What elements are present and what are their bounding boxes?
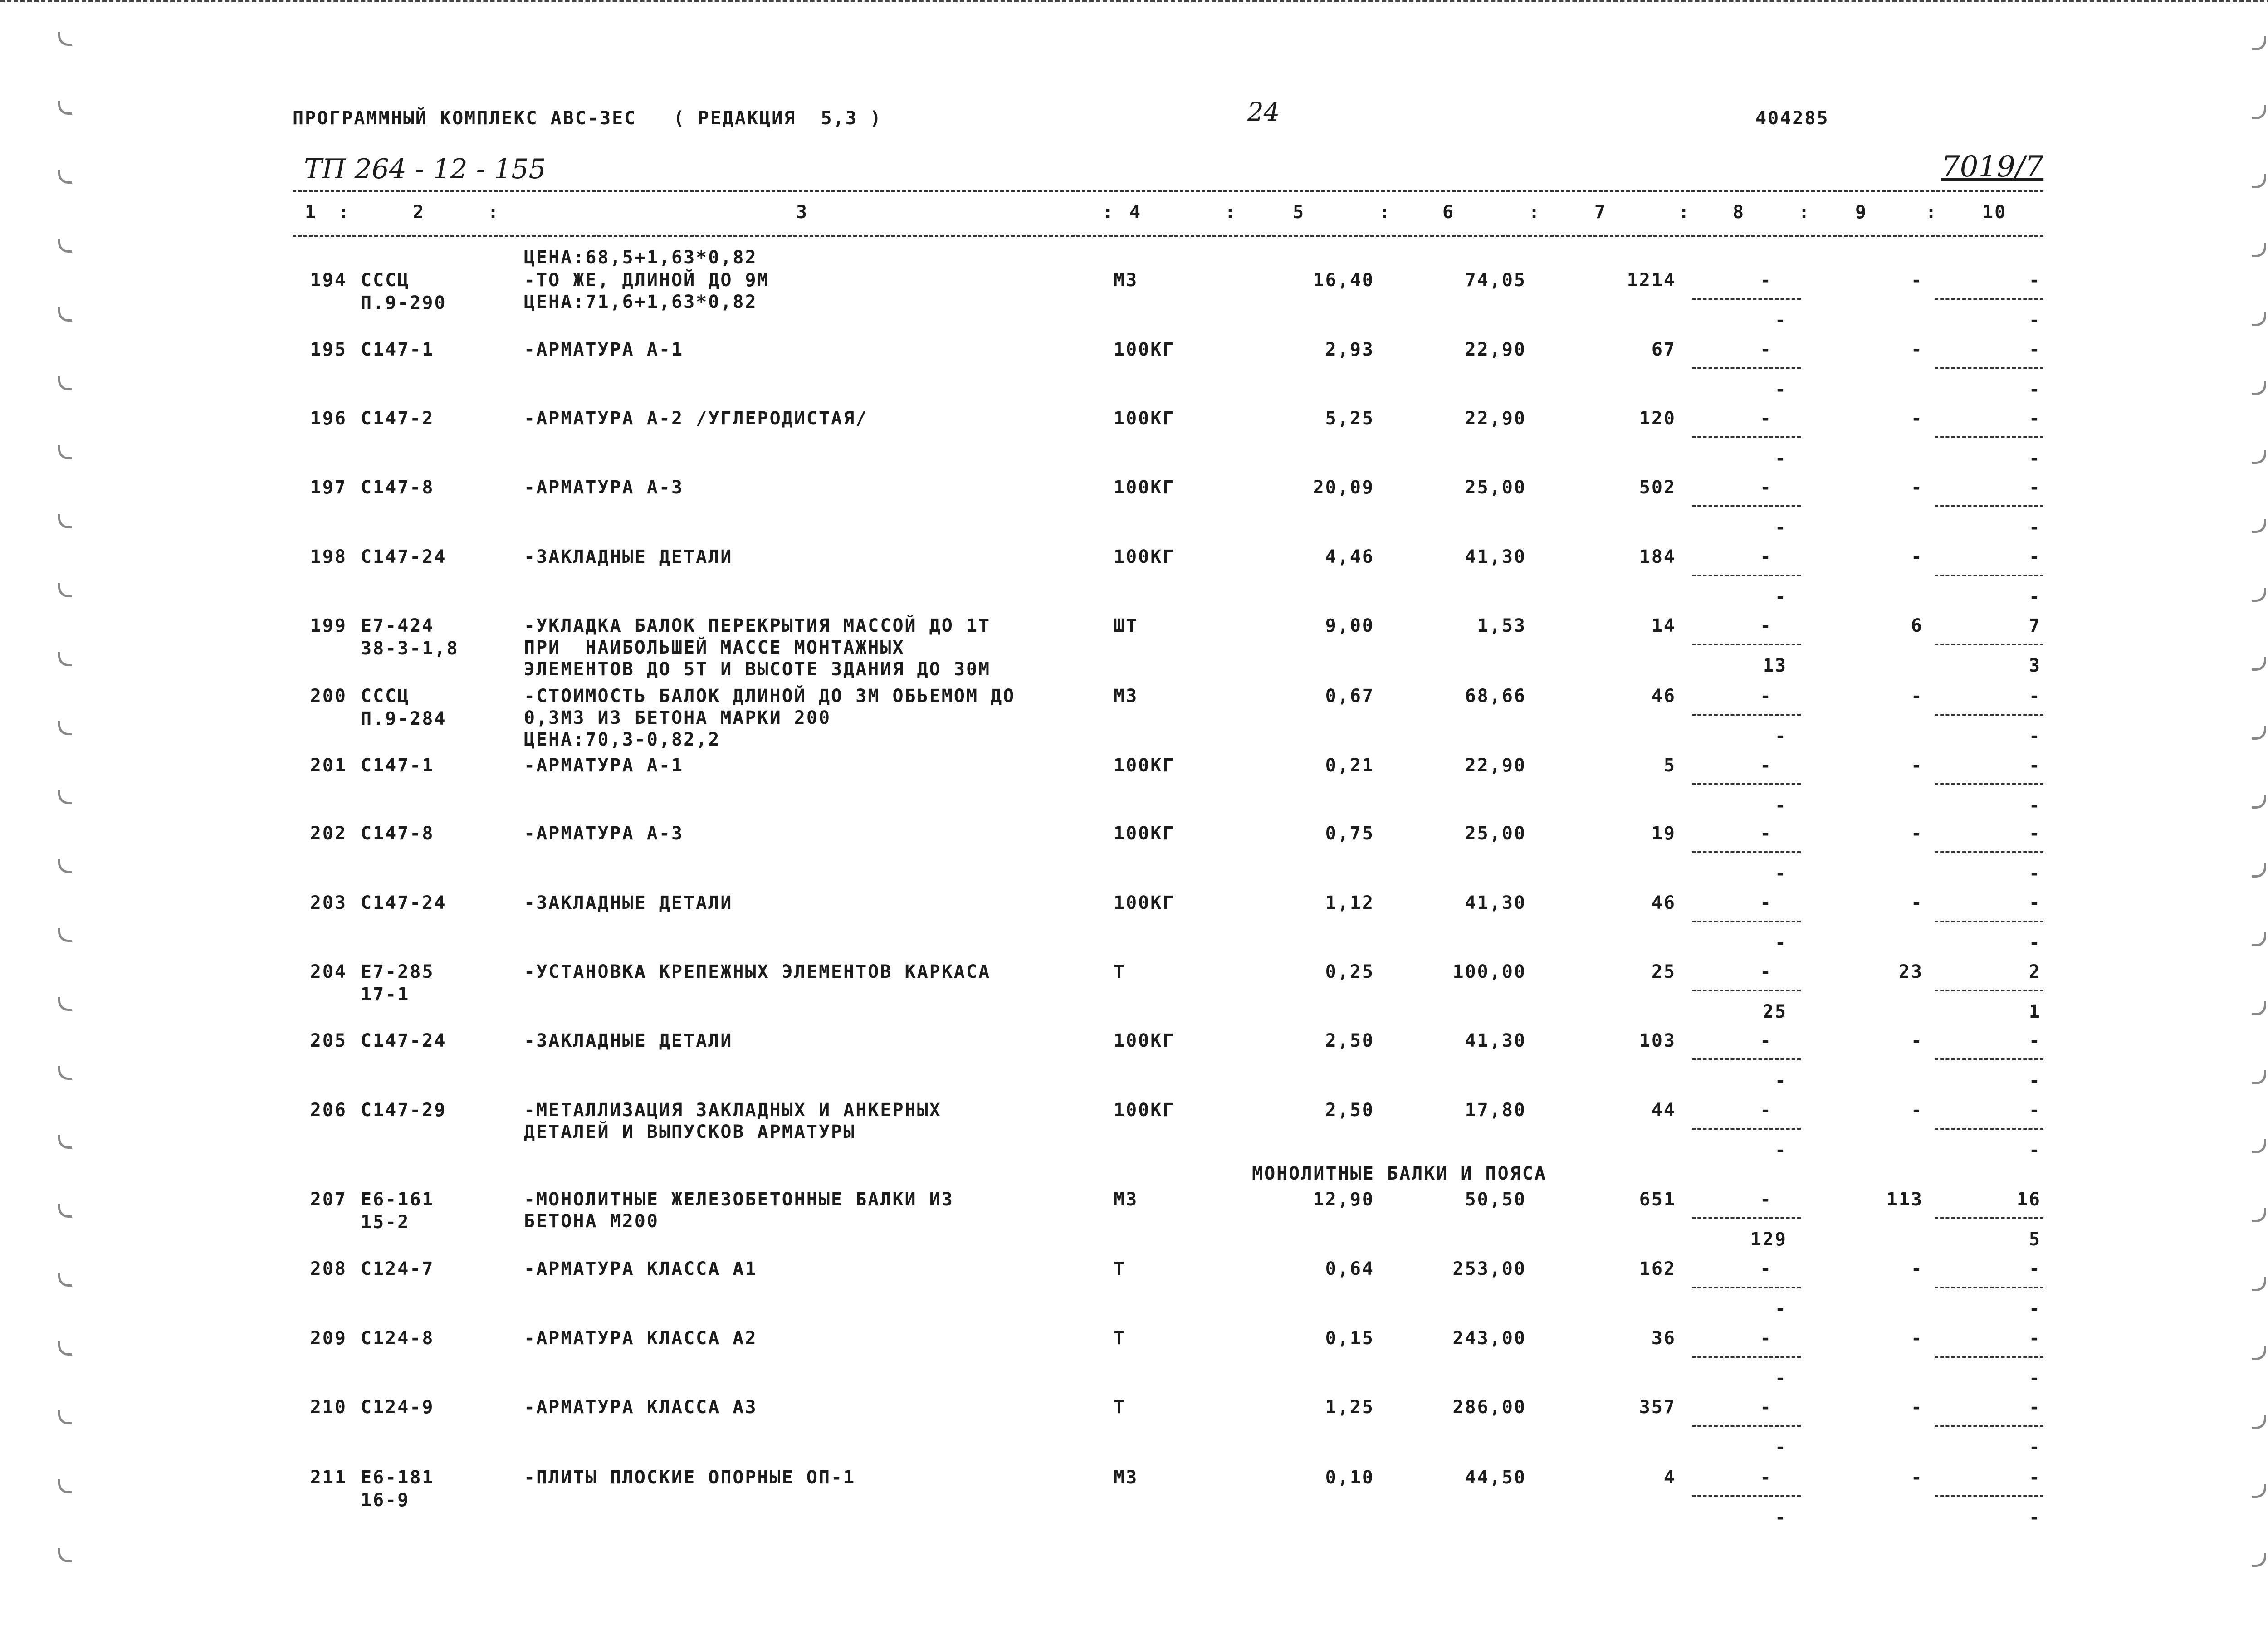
document-code: 404285 — [1755, 108, 1829, 129]
row-price: 17,80 — [1465, 1100, 1526, 1121]
row-col8-value: - — [1760, 686, 1773, 707]
row-col8-sub-value: - — [1774, 726, 1787, 746]
col8-divider — [1692, 1495, 1801, 1497]
row-total: 46 — [1651, 893, 1676, 913]
row-col8-sub-value: - — [1774, 586, 1787, 607]
row-col8-value: - — [1760, 1258, 1773, 1279]
column-header-7: 7 — [1594, 202, 1607, 223]
row-description: ЭЛЕМЕНТОВ ДО 5Т И ВЫСОТЕ ЗДАНИЯ ДО 30М — [524, 659, 991, 680]
col10-divider — [1935, 1495, 2043, 1497]
col10-divider — [1935, 921, 2043, 922]
row-description: -УКЛАДКА БАЛОК ПЕРЕКРЫТИЯ МАССОЙ ДО 1Т — [524, 615, 991, 636]
col10-divider — [1935, 1287, 2043, 1288]
row-description: -МОНОЛИТНЫЕ ЖЕЛЕЗОБЕТОННЫЕ БАЛКИ ИЗ — [524, 1189, 954, 1210]
column-separator: : — [1225, 202, 1237, 223]
col8-divider — [1692, 367, 1801, 369]
row-number: 202 — [310, 823, 347, 844]
row-col8-value: - — [1760, 1189, 1773, 1210]
row-total: 19 — [1651, 823, 1676, 844]
row-col8-value: - — [1760, 755, 1773, 776]
col10-divider — [1935, 436, 2043, 438]
row-col9-value: - — [1911, 755, 1923, 776]
row-code: С147-1 — [361, 339, 435, 360]
row-number: 197 — [310, 477, 347, 498]
row-description: -АРМАТУРА А-1 — [524, 339, 684, 360]
row-col10-sub-value: - — [2028, 1368, 2041, 1389]
col10-divider — [1935, 575, 2043, 576]
row-description: 0,3М3 ИЗ БЕТОНА МАРКИ 200 — [524, 707, 831, 728]
row-col9-value: 6 — [1911, 615, 1923, 636]
row-col10-value: - — [2028, 408, 2041, 429]
column-header-1: 1 — [305, 202, 318, 223]
row-total: 103 — [1639, 1030, 1676, 1051]
row-col8-value: - — [1760, 546, 1773, 567]
row-unit: 100КГ — [1114, 546, 1175, 567]
row-code: СССЦ — [361, 686, 410, 707]
col8-divider — [1692, 714, 1801, 716]
row-price: 253,00 — [1452, 1258, 1526, 1279]
row-col8-sub-value: - — [1774, 517, 1787, 538]
row-col8-value: - — [1760, 1328, 1773, 1349]
row-code-secondary: 16-9 — [361, 1490, 410, 1511]
row-col10-sub-value: - — [2028, 517, 2041, 538]
row-col10-sub-value: - — [2028, 448, 2041, 469]
row-description: -УСТАНОВКА КРЕПЕЖНЫХ ЭЛЕМЕНТОВ КАРКАСА — [524, 961, 991, 982]
row-col8-sub-value: - — [1774, 448, 1787, 469]
col10-divider — [1935, 714, 2043, 716]
row-price: 22,90 — [1465, 339, 1526, 360]
row-price: 22,90 — [1465, 408, 1526, 429]
row-col10-sub-value: 5 — [2028, 1229, 2041, 1250]
row-description: -АРМАТУРА КЛАССА А3 — [524, 1397, 758, 1418]
column-separator: : — [1379, 202, 1392, 223]
row-col9-value: - — [1911, 1397, 1923, 1418]
col10-divider — [1935, 851, 2043, 853]
row-code: С124-9 — [361, 1397, 435, 1418]
row-unit: М3 — [1114, 1467, 1139, 1488]
row-number: 208 — [310, 1258, 347, 1279]
col8-divider — [1692, 1287, 1801, 1288]
row-col10-sub-value: - — [2028, 795, 2041, 816]
row-number: 194 — [310, 270, 347, 291]
row-col10-value: - — [2028, 1467, 2041, 1488]
row-total: 25 — [1651, 961, 1676, 982]
row-col10-value: - — [2028, 546, 2041, 567]
row-col9-value: - — [1911, 339, 1923, 360]
row-price: 22,90 — [1465, 755, 1526, 776]
row-col8-sub-value: - — [1774, 795, 1787, 816]
row-price: 68,66 — [1465, 686, 1526, 707]
row-description: -АРМАТУРА А-1 — [524, 755, 684, 776]
row-quantity: 0,25 — [1325, 961, 1374, 982]
column-header-3: 3 — [796, 202, 809, 223]
col10-divider — [1935, 1425, 2043, 1427]
row-number: 204 — [310, 961, 347, 982]
row-quantity: 1,12 — [1325, 893, 1374, 913]
column-header-4: 4 — [1129, 202, 1142, 223]
project-number: ТП 264 - 12 - 155 — [304, 153, 546, 185]
row-col10-sub-value: 3 — [2028, 655, 2041, 676]
row-col10-value: - — [2028, 1258, 2041, 1279]
header-rule-bottom — [293, 235, 2043, 237]
row-unit: 100КГ — [1114, 1030, 1175, 1051]
row-number: 205 — [310, 1030, 347, 1051]
row-code-secondary: 38-3-1,8 — [361, 638, 459, 659]
row-code: С147-8 — [361, 477, 435, 498]
col10-divider — [1935, 505, 2043, 507]
row-code: С147-24 — [361, 546, 447, 567]
row-description: ПРИ НАИБОЛЬШЕЙ МАССЕ МОНТАЖНЫХ — [524, 637, 905, 658]
row-number: 211 — [310, 1467, 347, 1488]
column-separator: : — [1678, 202, 1691, 223]
row-total: 502 — [1639, 477, 1676, 498]
row-code: Е7-285 — [361, 961, 435, 982]
row-quantity: 0,67 — [1325, 686, 1374, 707]
row-total: 14 — [1651, 615, 1676, 636]
row-col8-value: - — [1760, 1030, 1773, 1051]
row-col9-value: - — [1911, 1100, 1923, 1121]
row-number: 201 — [310, 755, 347, 776]
row-code: Е6-181 — [361, 1467, 435, 1488]
row-col10-sub-value: - — [2028, 863, 2041, 884]
col8-divider — [1692, 851, 1801, 853]
row-quantity: 0,21 — [1325, 755, 1374, 776]
column-header-9: 9 — [1855, 202, 1868, 223]
row-total: 184 — [1639, 546, 1676, 567]
row-total: 1214 — [1627, 270, 1676, 291]
column-header-6: 6 — [1442, 202, 1455, 223]
row-col8-sub-value: - — [1774, 1437, 1787, 1458]
row-col10-value: - — [2028, 1100, 2041, 1121]
col10-divider — [1935, 990, 2043, 991]
row-col10-value: - — [2028, 755, 2041, 776]
header-rule-top — [293, 190, 2043, 192]
col8-divider — [1692, 1128, 1801, 1130]
row-col8-sub-value: - — [1774, 863, 1787, 884]
row-col10-sub-value: - — [2028, 1070, 2041, 1091]
row-number: 195 — [310, 339, 347, 360]
row-col8-value: - — [1760, 1100, 1773, 1121]
row-description: ЦЕНА:70,3-0,82,2 — [524, 729, 721, 750]
row-number: 210 — [310, 1397, 347, 1418]
row-unit: М3 — [1114, 686, 1139, 707]
row-col10-sub-value: - — [2028, 379, 2041, 400]
row-col8-value: - — [1760, 615, 1773, 636]
col8-divider — [1692, 575, 1801, 576]
row-code: С147-8 — [361, 823, 435, 844]
col8-divider — [1692, 921, 1801, 922]
row-col10-sub-value: - — [2028, 1140, 2041, 1161]
row-total: 5 — [1663, 755, 1676, 776]
row-col10-value: - — [2028, 477, 2041, 498]
row-col8-value: - — [1760, 270, 1773, 291]
row-col8-value: - — [1760, 961, 1773, 982]
row-code-secondary: П.9-284 — [361, 708, 447, 729]
row-description: -ЗАКЛАДНЫЕ ДЕТАЛИ — [524, 1030, 733, 1051]
col10-divider — [1935, 298, 2043, 300]
row-total: 357 — [1639, 1397, 1676, 1418]
row-code: С124-7 — [361, 1258, 435, 1279]
program-header: ПРОГРАММНЫЙ КОМПЛЕКС АВС-ЗЕС ( РЕДАКЦИЯ 5,3 ) — [293, 108, 882, 129]
column-header-10: 10 — [1982, 202, 2007, 223]
row-col8-sub-value: 25 — [1762, 1001, 1787, 1022]
col10-divider — [1935, 783, 2043, 785]
row-col10-value: - — [2028, 270, 2041, 291]
row-number: 199 — [310, 615, 347, 636]
row-col8-value: - — [1760, 823, 1773, 844]
col8-divider — [1692, 1356, 1801, 1358]
row-col9-value: - — [1911, 408, 1923, 429]
row-code: С147-24 — [361, 1030, 447, 1051]
row-code: С147-1 — [361, 755, 435, 776]
row-col9-value: - — [1911, 546, 1923, 567]
col10-divider — [1935, 1128, 2043, 1130]
row-col10-value: 16 — [2016, 1189, 2041, 1210]
row-code-secondary: 17-1 — [361, 984, 410, 1005]
row-code: С147-2 — [361, 408, 435, 429]
row-unit: 100КГ — [1114, 408, 1175, 429]
row-description: -АРМАТУРА А-2 /УГЛЕРОДИСТАЯ/ — [524, 408, 868, 429]
col8-divider — [1692, 1217, 1801, 1219]
row-col10-value: - — [2028, 1328, 2041, 1349]
row-quantity: 2,50 — [1325, 1030, 1374, 1051]
row-col9-value: - — [1911, 1467, 1923, 1488]
row-price: 74,05 — [1465, 270, 1526, 291]
row-col8-sub-value: - — [1774, 1070, 1787, 1091]
row-quantity: 1,25 — [1325, 1397, 1374, 1418]
row-number: 198 — [310, 546, 347, 567]
row-total: 36 — [1651, 1328, 1676, 1349]
row-total: 162 — [1639, 1258, 1676, 1279]
row-col8-value: - — [1760, 477, 1773, 498]
row-description: БЕТОНА М200 — [524, 1211, 659, 1232]
row-col9-value: - — [1911, 1030, 1923, 1051]
page-number: 24 — [1247, 98, 1280, 127]
row-col8-sub-value: - — [1774, 379, 1787, 400]
row-description: -ЗАКЛАДНЫЕ ДЕТАЛИ — [524, 546, 733, 567]
row-col9-value: - — [1911, 823, 1923, 844]
col8-divider — [1692, 436, 1801, 438]
row-col9-value: - — [1911, 1328, 1923, 1349]
row-quantity: 12,90 — [1313, 1189, 1374, 1210]
row-col9-value: 113 — [1886, 1189, 1923, 1210]
row-code: С147-24 — [361, 893, 447, 913]
row-col8-sub-value: - — [1774, 932, 1787, 953]
col10-divider — [1935, 644, 2043, 645]
row-total: 4 — [1663, 1467, 1676, 1488]
row-total: 651 — [1639, 1189, 1676, 1210]
row-description: -ЗАКЛАДНЫЕ ДЕТАЛИ — [524, 893, 733, 913]
col8-divider — [1692, 1058, 1801, 1060]
row-col10-value: - — [2028, 823, 2041, 844]
row-code: Е7-424 — [361, 615, 435, 636]
row-col9-value: - — [1911, 686, 1923, 707]
column-separator: : — [1102, 202, 1115, 223]
row-total: 44 — [1651, 1100, 1676, 1121]
row-unit: 100КГ — [1114, 755, 1175, 776]
row-col10-value: - — [2028, 339, 2041, 360]
row-col10-value: 7 — [2028, 615, 2041, 636]
column-separator: : — [488, 202, 500, 223]
col8-divider — [1692, 505, 1801, 507]
row-number: 209 — [310, 1328, 347, 1349]
row-col10-value: - — [2028, 686, 2041, 707]
col10-divider — [1935, 1217, 2043, 1219]
row-price: 44,50 — [1465, 1467, 1526, 1488]
row-col9-value: - — [1911, 477, 1923, 498]
row-quantity: 16,40 — [1313, 270, 1374, 291]
row-description: -ТО ЖЕ, ДЛИНОЙ ДО 9М — [524, 270, 770, 291]
row-description: -ПЛИТЫ ПЛОСКИЕ ОПОРНЫЕ ОП-1 — [524, 1467, 856, 1488]
row-number: 206 — [310, 1100, 347, 1121]
column-separator: : — [1926, 202, 1938, 223]
row-col9-value: - — [1911, 893, 1923, 913]
row-price: 286,00 — [1452, 1397, 1526, 1418]
row-price: 50,50 — [1465, 1189, 1526, 1210]
row-unit: ШТ — [1114, 615, 1139, 636]
row-quantity: 0,75 — [1325, 823, 1374, 844]
row-code-secondary: 15-2 — [361, 1212, 410, 1233]
row-col8-sub-value: - — [1774, 1298, 1787, 1319]
row-col9-value: - — [1911, 1258, 1923, 1279]
stamp-number: 7019/7 — [1941, 150, 2044, 184]
row-col9-value: 23 — [1898, 961, 1923, 982]
col10-divider — [1935, 1058, 2043, 1060]
row-col10-value: - — [2028, 1030, 2041, 1051]
column-separator: : — [1799, 202, 1811, 223]
column-header-5: 5 — [1293, 202, 1305, 223]
row-price: 41,30 — [1465, 546, 1526, 567]
row-code: СССЦ — [361, 270, 410, 291]
top-perforation-line — [0, 0, 2268, 7]
row-price: 1,53 — [1477, 615, 1526, 636]
col8-divider — [1692, 783, 1801, 785]
row-number: 200 — [310, 686, 347, 707]
row-unit: Т — [1114, 1397, 1126, 1418]
row-unit: Т — [1114, 1328, 1126, 1349]
section-title: МОНОЛИТНЫЕ БАЛКИ И ПОЯСА — [1252, 1163, 1547, 1184]
column-separator: : — [1529, 202, 1541, 223]
row-price: 25,00 — [1465, 823, 1526, 844]
row-unit: 100КГ — [1114, 1100, 1175, 1121]
row-unit: 100КГ — [1114, 823, 1175, 844]
row-col10-sub-value: - — [2028, 1507, 2041, 1528]
row-description: -СТОИМОСТЬ БАЛОК ДЛИНОЙ ДО 3М ОБЬЕМОМ ДО — [524, 686, 1016, 707]
row-col10-sub-value: - — [2028, 310, 2041, 331]
row-col8-sub-value: 13 — [1762, 655, 1787, 676]
row-col8-value: - — [1760, 408, 1773, 429]
row-total: 67 — [1651, 339, 1676, 360]
row-col10-value: - — [2028, 1397, 2041, 1418]
row-col8-sub-value: - — [1774, 310, 1787, 331]
row-description: ЦЕНА:68,5+1,63*0,82 — [524, 247, 758, 268]
row-number: 196 — [310, 408, 347, 429]
row-col8-sub-value: 129 — [1750, 1229, 1787, 1250]
row-col8-value: - — [1760, 893, 1773, 913]
row-col10-sub-value: - — [2028, 932, 2041, 953]
row-quantity: 4,46 — [1325, 546, 1374, 567]
row-col8-value: - — [1760, 339, 1773, 360]
row-quantity: 5,25 — [1325, 408, 1374, 429]
row-col8-value: - — [1760, 1397, 1773, 1418]
row-description: ЦЕНА:71,6+1,63*0,82 — [524, 292, 758, 312]
row-code: С124-8 — [361, 1328, 435, 1349]
row-col8-value: - — [1760, 1467, 1773, 1488]
row-description: -АРМАТУРА А-3 — [524, 823, 684, 844]
row-price: 25,00 — [1465, 477, 1526, 498]
row-description: -АРМАТУРА КЛАССА А1 — [524, 1258, 758, 1279]
row-code: С147-29 — [361, 1100, 447, 1121]
row-code: Е6-161 — [361, 1189, 435, 1210]
row-unit: М3 — [1114, 1189, 1139, 1210]
row-quantity: 0,10 — [1325, 1467, 1374, 1488]
row-total: 46 — [1651, 686, 1676, 707]
column-separator: : — [338, 202, 351, 223]
row-unit: М3 — [1114, 270, 1139, 291]
row-col10-sub-value: - — [2028, 1298, 2041, 1319]
row-col9-value: - — [1911, 270, 1923, 291]
row-col10-sub-value: 1 — [2028, 1001, 2041, 1022]
row-number: 203 — [310, 893, 347, 913]
row-quantity: 0,15 — [1325, 1328, 1374, 1349]
row-price: 41,30 — [1465, 893, 1526, 913]
col10-divider — [1935, 367, 2043, 369]
row-quantity: 2,93 — [1325, 339, 1374, 360]
row-price: 100,00 — [1452, 961, 1526, 982]
row-unit: 100КГ — [1114, 477, 1175, 498]
row-col10-sub-value: - — [2028, 586, 2041, 607]
row-price: 41,30 — [1465, 1030, 1526, 1051]
row-price: 243,00 — [1452, 1328, 1526, 1349]
row-col8-sub-value: - — [1774, 1368, 1787, 1389]
row-quantity: 2,50 — [1325, 1100, 1374, 1121]
col8-divider — [1692, 990, 1801, 991]
row-quantity: 9,00 — [1325, 615, 1374, 636]
row-col10-value: 2 — [2028, 961, 2041, 982]
row-col10-value: - — [2028, 893, 2041, 913]
column-header-2: 2 — [413, 202, 425, 223]
col8-divider — [1692, 644, 1801, 645]
col8-divider — [1692, 298, 1801, 300]
row-description: -АРМАТУРА КЛАССА А2 — [524, 1328, 758, 1349]
row-unit: 100КГ — [1114, 339, 1175, 360]
row-total: 120 — [1639, 408, 1676, 429]
row-unit: Т — [1114, 1258, 1126, 1279]
row-unit: 100КГ — [1114, 893, 1175, 913]
row-quantity: 0,64 — [1325, 1258, 1374, 1279]
row-description: -МЕТАЛЛИЗАЦИЯ ЗАКЛАДНЫХ И АНКЕРНЫХ — [524, 1100, 942, 1121]
row-description: -АРМАТУРА А-3 — [524, 477, 684, 498]
row-description: ДЕТАЛЕЙ И ВЫПУСКОВ АРМАТУРЫ — [524, 1122, 856, 1142]
col10-divider — [1935, 1356, 2043, 1358]
row-unit: Т — [1114, 961, 1126, 982]
column-header-8: 8 — [1733, 202, 1745, 223]
row-quantity: 20,09 — [1313, 477, 1374, 498]
row-col10-sub-value: - — [2028, 726, 2041, 746]
col8-divider — [1692, 1425, 1801, 1427]
row-col8-sub-value: - — [1774, 1507, 1787, 1528]
row-number: 207 — [310, 1189, 347, 1210]
row-col8-sub-value: - — [1774, 1140, 1787, 1161]
row-code-secondary: П.9-290 — [361, 293, 447, 313]
row-col10-sub-value: - — [2028, 1437, 2041, 1458]
